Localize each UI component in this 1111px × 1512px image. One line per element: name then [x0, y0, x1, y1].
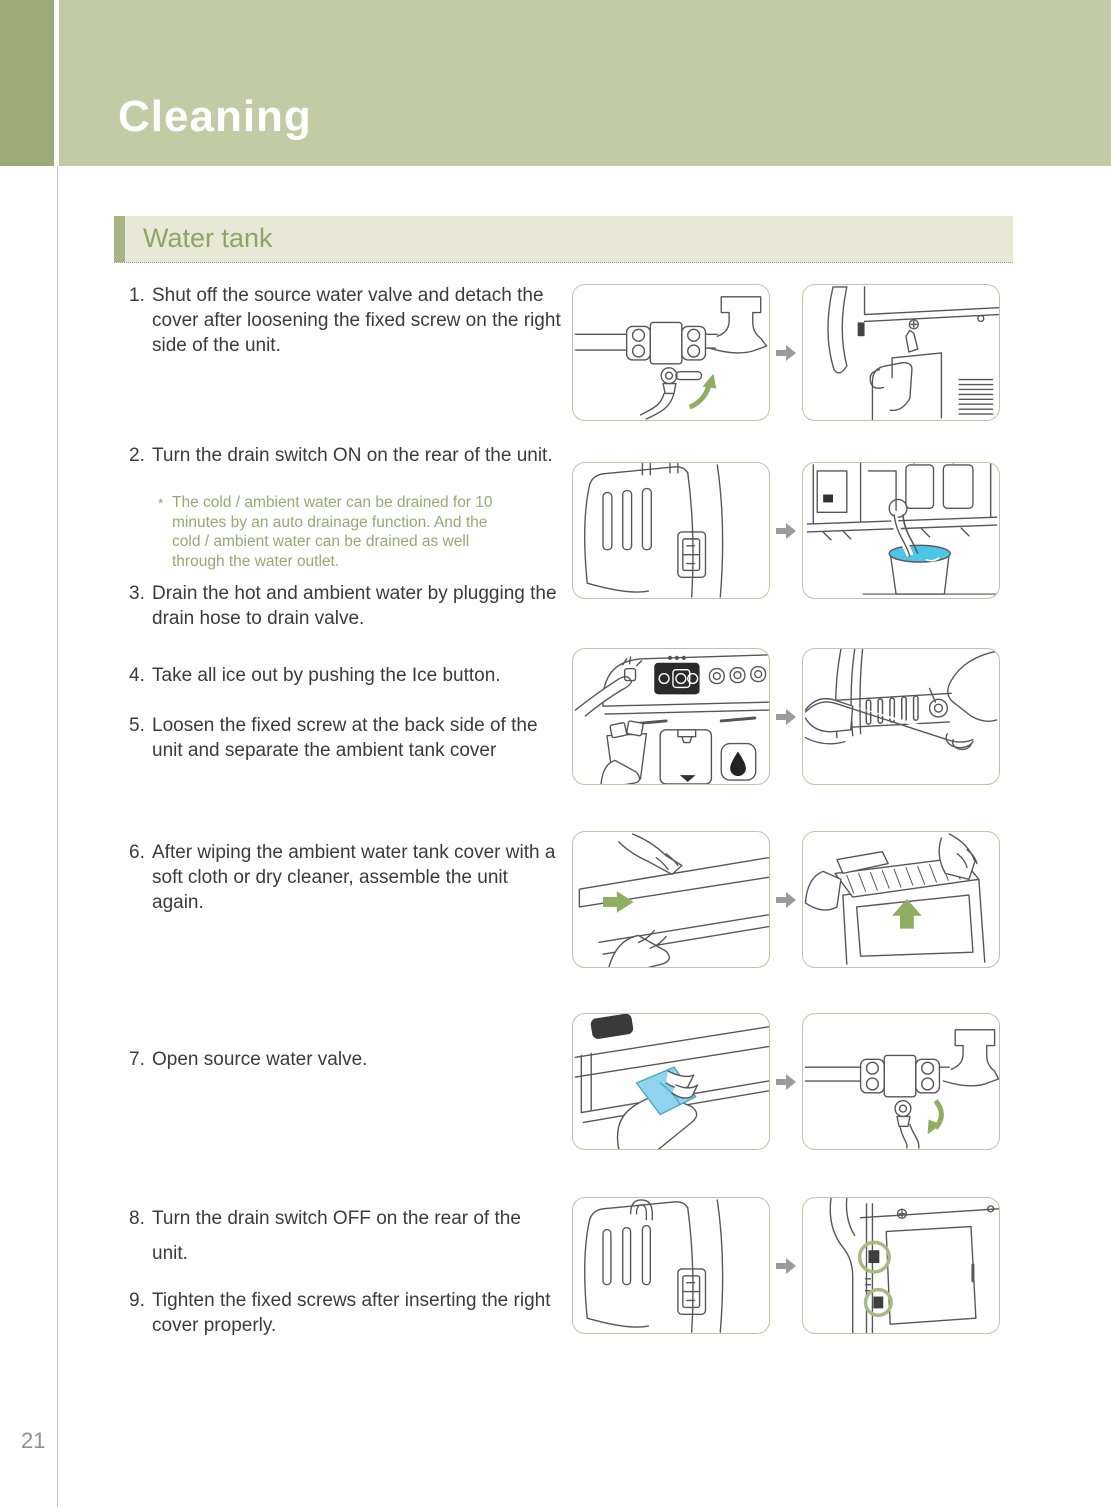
step-5-number: 5.	[129, 715, 145, 736]
step-8	[129, 1201, 561, 1271]
step-4-number: 4.	[129, 665, 145, 686]
step-1-number: 1.	[129, 285, 145, 306]
step-1	[129, 283, 561, 358]
step-5	[129, 713, 561, 763]
section-header	[114, 216, 1013, 263]
illustration-row-2	[572, 462, 1000, 599]
step-4	[129, 663, 561, 688]
left-margin-rule	[57, 166, 58, 1507]
arrow-right-icon	[770, 343, 802, 363]
green-curved-arrow	[690, 384, 710, 408]
illustration-wipe-tank-with-cloth	[572, 1013, 770, 1150]
step-9-number: 9.	[129, 1290, 145, 1311]
step-2-note	[158, 493, 500, 571]
step-8-text: Turn the drain switch OFF on the rear of the unit.	[152, 1208, 521, 1264]
step-4-text: Take all ice out by pushing the Ice button.	[152, 665, 501, 686]
header-side-stripe	[0, 0, 54, 166]
illustration-row-5	[572, 1013, 1000, 1150]
illustration-slide-out-tank-cover	[572, 831, 770, 968]
step-3	[129, 581, 561, 631]
page-header	[59, 0, 1111, 166]
step-7	[129, 1047, 561, 1072]
page-number: 21	[21, 1428, 46, 1453]
illustration-drain-switch-off-rear	[572, 1197, 770, 1334]
illustration-push-ice-button-front-panel	[572, 648, 770, 785]
step-6-text: After wiping the ambient water tank cover with a soft cloth or dry cleaner, assemble the unit again.	[152, 842, 556, 913]
step-6	[129, 840, 561, 915]
step-2-number: 2.	[129, 445, 145, 466]
step-2	[129, 443, 561, 468]
step-8-number: 8.	[129, 1208, 145, 1229]
note-text: The cold / ambient water can be drained for 10 minutes by an auto drainage function. And the cold / ambient water can be drained as well through the water outlet.	[172, 494, 493, 570]
step-7-text: Open source water valve.	[152, 1049, 368, 1070]
illustration-drain-switch-on-rear	[572, 462, 770, 599]
arrow-right-icon	[770, 1072, 802, 1092]
step-9-text: Tighten the fixed screws after inserting the right cover properly.	[152, 1290, 551, 1336]
illustration-row-6	[572, 1197, 1000, 1334]
step-2-text: Turn the drain switch ON on the rear of the unit.	[152, 445, 553, 466]
arrow-right-icon	[770, 521, 802, 541]
step-3-text: Drain the hot and ambient water by plugging the drain hose to drain valve.	[152, 583, 557, 629]
illustration-row-4	[572, 831, 1000, 968]
illustration-right-cover-fix-points	[802, 1197, 1000, 1334]
green-up-arrow	[892, 899, 922, 929]
section-accent-bar	[114, 216, 125, 262]
section-title: Water tank	[143, 223, 273, 253]
illustration-open-source-water-valve	[802, 1013, 1000, 1150]
arrow-right-icon	[770, 707, 802, 727]
illustration-loosen-screw-right-side	[802, 284, 1000, 421]
step-1-text: Shut off the source water valve and detach the cover after loosening the fixed screw on the right side of the unit.	[152, 285, 561, 356]
arrow-right-icon	[770, 1256, 802, 1276]
green-right-arrow	[603, 891, 634, 913]
page-title: Cleaning	[118, 92, 312, 141]
step-5-text: Loosen the fixed screw at the back side of the unit and separate the ambient tank cover	[152, 715, 538, 761]
illustration-assemble-cover-on-top	[802, 831, 1000, 968]
step-6-number: 6.	[129, 842, 145, 863]
step-9	[129, 1288, 561, 1338]
step-7-number: 7.	[129, 1049, 145, 1070]
arrow-right-icon	[770, 890, 802, 910]
illustration-loosen-back-thumbscrew	[802, 648, 1000, 785]
illustration-close-source-water-valve	[572, 284, 770, 421]
illustration-drain-hose-into-bucket	[802, 462, 1000, 599]
step-3-number: 3.	[129, 583, 145, 604]
illustration-row-1	[572, 284, 1000, 421]
note-asterisk: *	[158, 495, 164, 511]
illustration-row-3	[572, 648, 1000, 785]
